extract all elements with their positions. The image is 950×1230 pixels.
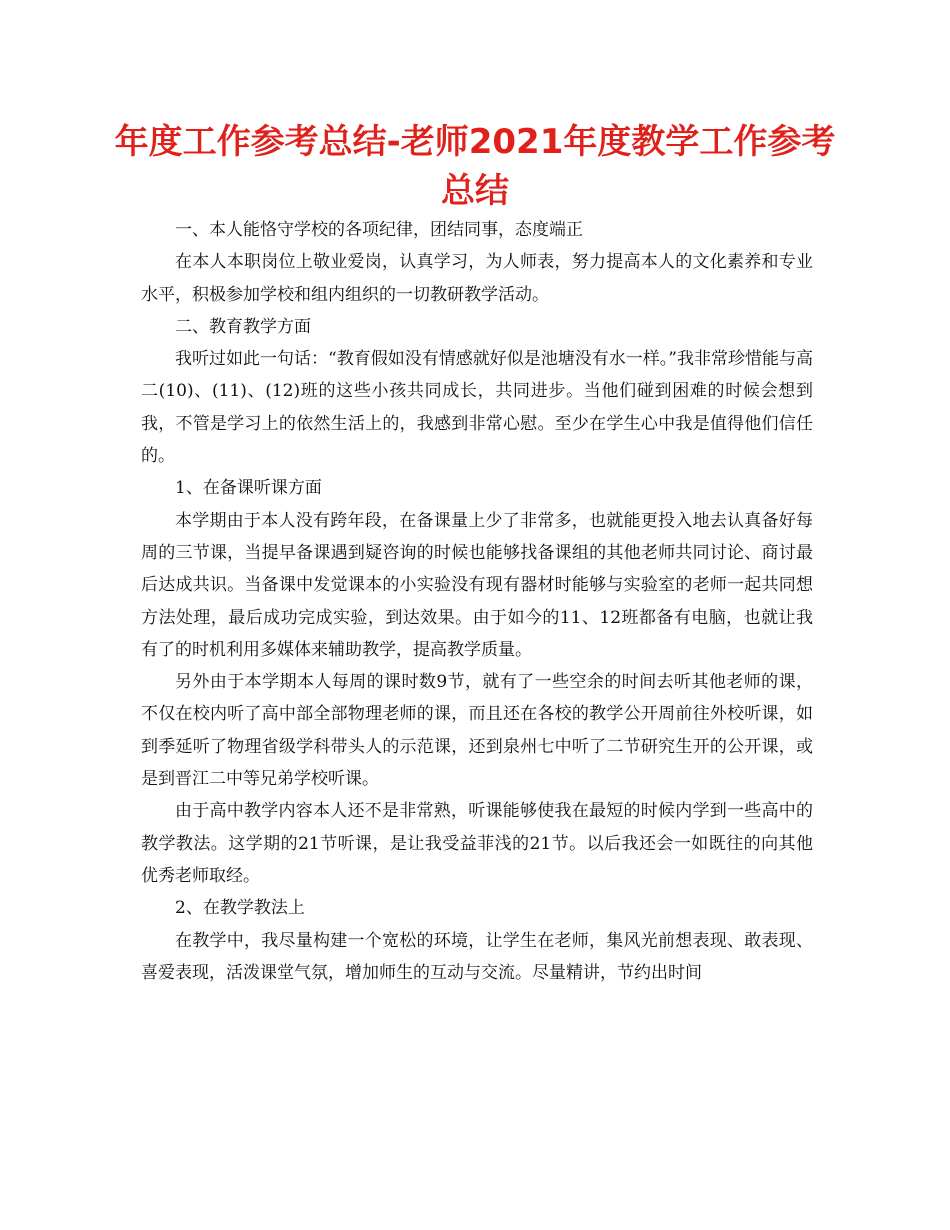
subsection-heading: 1、在备课听课方面 <box>175 478 322 499</box>
document-title: 年度工作参考总结-老师2021年度教学工作参考总结 <box>114 122 836 211</box>
paragraph: 本学期由于本人没有跨年段，在备课量上少了非常多，也就能更投入地去认真备好每周的三节课，当提早备课遇到疑咨询的时候也能够找备课组的其他老师共同讨论、商讨最后达成共识。当备课中发觉课本的小实验没有现有器材时能够与实验室的老师一起共同想方法处理，最后成功完成实验，到达效果。由于如今的11、12班都备有电脑，也就让我有了的时机利用多媒体来辅助教学，提高教学质量。 <box>141 510 813 660</box>
paragraph: 在本人本职岗位上敬业爱岗，认真学习，为人师表，努力提高本人的文化素养和专业水平，积极参加学校和组内组织的一切教研教学活动。 <box>141 252 813 305</box>
paragraph: 另外由于本学期本人每周的课时数9节，就有了一些空余的时间去听其他老师的课，不仅在校内听了高中部全部物理老师的课，而且还在各校的教学公开周前往外校听课，如到季延听了物理省级学科带头人的示范课，还到泉州七中听了二节研究生开的公开课，或是到晋江二中等兄弟学校听课。 <box>141 672 813 790</box>
paragraph: 我听过如此一句话：“教育假如没有情感就好似是池塘没有水一样。”我非常珍惜能与高二(10)、(11)、(12)班的这些小孩共同成长，共同进步。当他们碰到困难的时候会想到我，不管是学习上的依然生活上的，我感到非常心慰。至少在学生心中我是值得他们信任的。 <box>141 349 813 467</box>
section-heading: 二、教育教学方面 <box>175 316 311 337</box>
section-heading: 一、本人能恪守学校的各项纪律，团结同事，态度端正 <box>175 220 583 240</box>
document-body <box>141 214 813 989</box>
paragraph: 由于高中教学内容本人还不是非常熟，听课能够使我在最短的时候内学到一些高中的教学教法。这学期的21节听课，是让我受益菲浅的21节。以后我还会一如既往的向其他优秀老师取经。 <box>141 801 813 886</box>
paragraph: 在教学中，我尽量构建一个宽松的环境，让学生在老师，集风光前想表现、敢表现、喜爱表现，活泼课堂气氛，增加师生的互动与交流。尽量精讲，节约出时间 <box>141 930 813 983</box>
subsection-heading: 2、在教学教法上 <box>175 898 305 919</box>
